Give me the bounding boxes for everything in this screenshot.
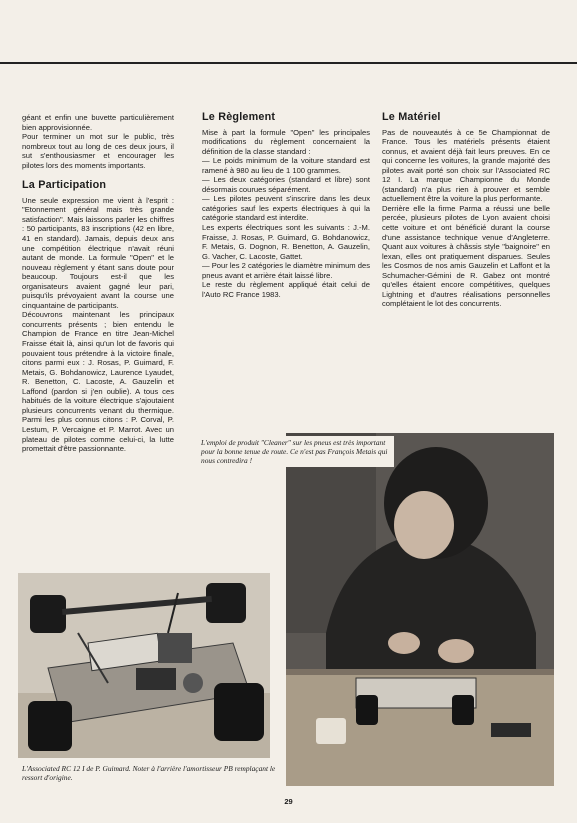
intro-text: géant et enfin une buvette particulièrement bien approvisionnée. bbox=[22, 113, 174, 132]
rc-car-photo bbox=[18, 573, 270, 758]
participation-paragraph-2: Découvrons maintenant les principaux concurrents présents ; bien entendu le Champion de France en titre Jean-Michel Fraisse était là, ainsi qu'un lot de favoris qui pouvaient tous prétendre à la victoire finale, citons parmi eux : J. Rosas, P. Guimard, F. Metais, G. Bohdanowicz, Laurence Lyaudet, R. Benetton, C. Lacoste, A. Gauzelin et Laffond (pardon si j'en oublie). A tous ces habitués de la voiture électrique s'ajoutaient plusieurs concurrents venant du thermique. Parmi les plus connus citons : P. Corval, P. Lestum, P. Vercaigne et P. Marrot. Avec un plateau de pilotes comme celui-ci, la lutte promettait d'être passionnante. bbox=[22, 310, 174, 454]
column-2 bbox=[202, 113, 370, 299]
page-number: 29 bbox=[284, 797, 293, 806]
reglement-paragraph-1: Mise à part la formule "Open" les principales modifications du règlement concernaient la définition de la classe standard : bbox=[202, 127, 370, 156]
participation-paragraph-1: Une seule expression me vient à l'esprit : "Etonnement général mais très grande satisfaction". Mais laissons parler les chiffres : 50 participants, 83 inscriptions (42 en libre, 41 en standard). Jamais, depuis deux ans une compétition électrique n'avait réuni autant de monde. La formule "Open" et le nouveau règlement y étant sans doute pour beaucoup. Toujours est-il que les organisateurs avaient gagné leur pari, puisqu'ils prévoyaient avant la course une cinquantaine de participants. bbox=[22, 195, 174, 310]
column-1 bbox=[22, 113, 174, 454]
pilot-cleaning-tyres-photo bbox=[286, 433, 554, 786]
caption-pilot-photo: L'emploi de produit "Cleaner" sur les pneus est très important pour la bonne tenue de route. Ce n'est pas François Metais qui nous contredira ! bbox=[198, 436, 394, 467]
heading-reglement: Le Règlement bbox=[202, 111, 276, 123]
caption-car-photo: L'Associated RC 12 I de P. Guimard. Noter à l'arrière l'amortisseur PB remplaçant le ressort d'origine. bbox=[22, 764, 276, 782]
materiel-paragraph-2: Derrière elle la firme Parma a réussi une belle percée, plusieurs pilotes de Lyon avaient choisi cette voiture et ont bénéficié durant la course d'une assistance technique venue d'Angleterre. Quant aux voitures à châssis style "baignoire" en lexan, elles ont pratiquement disparues. Seules les Cosmos de nos amis Gauzelin et Laffont et la Schumacher-Gémini de R. Gabez ont montré qu'elles étaient encore compétitives, quelques Lightning et d'autres réalisations personnelles complétaient le lot des concurrents. bbox=[382, 203, 550, 309]
reglement-paragraph-3: — Les deux catégories (standard et libre) sont désormais courues séparément. bbox=[202, 175, 370, 194]
header-rule bbox=[0, 62, 577, 64]
reglement-paragraph-4: — Les pilotes peuvent s'inscrire dans les deux catégories sauf les experts électriques à qui la catégorie standard est interdite. bbox=[202, 194, 370, 223]
reglement-paragraph-2: — Le poids minimum de la voiture standard est ramené à 980 au lieu de 1 100 grammes. bbox=[202, 156, 370, 175]
heading-participation: La Participation bbox=[22, 179, 107, 192]
reglement-paragraph-5: Les experts électriques sont les suivants : J.-M. Fraisse, J. Rosas, P. Guimard, G. Bohdanowicz, F. Metais, G. Dognon, R. Benetton, A. Gauzelin, G. Vacher, C. Lacoste, Gattet. bbox=[202, 223, 370, 261]
reglement-paragraph-6: — Pour les 2 catégories le diamètre minimum des pneus avant et arrière était laissé libre. bbox=[202, 261, 370, 280]
pilot-illustration bbox=[286, 433, 554, 786]
rc-car-illustration bbox=[18, 573, 270, 758]
materiel-paragraph-1: Pas de nouveautés à ce 5e Championnat de France. Tous les matériels présents étaient connus, et avaient déjà fait leurs preuves. En ce qui concerne les voitures, la grande majorité des pilotes avait porté son choix sur l'Associated RC 12 I. La marque Championne du Monde (standard) n'a plus rien à prouver et semble actuellement être la voiture la plus performante. bbox=[382, 127, 550, 204]
column-3 bbox=[382, 113, 550, 309]
reglement-paragraph-7: Le reste du règlement appliqué était celui de l'Auto RC France 1983. bbox=[202, 280, 370, 299]
heading-materiel: Le Matériel bbox=[382, 111, 441, 123]
intro-text-2: Pour terminer un mot sur le public, très nombreux tout au long de ces deux jours, il sut s'enthousiasmer et encourager les pilotes lors des moments importants. bbox=[22, 132, 174, 170]
